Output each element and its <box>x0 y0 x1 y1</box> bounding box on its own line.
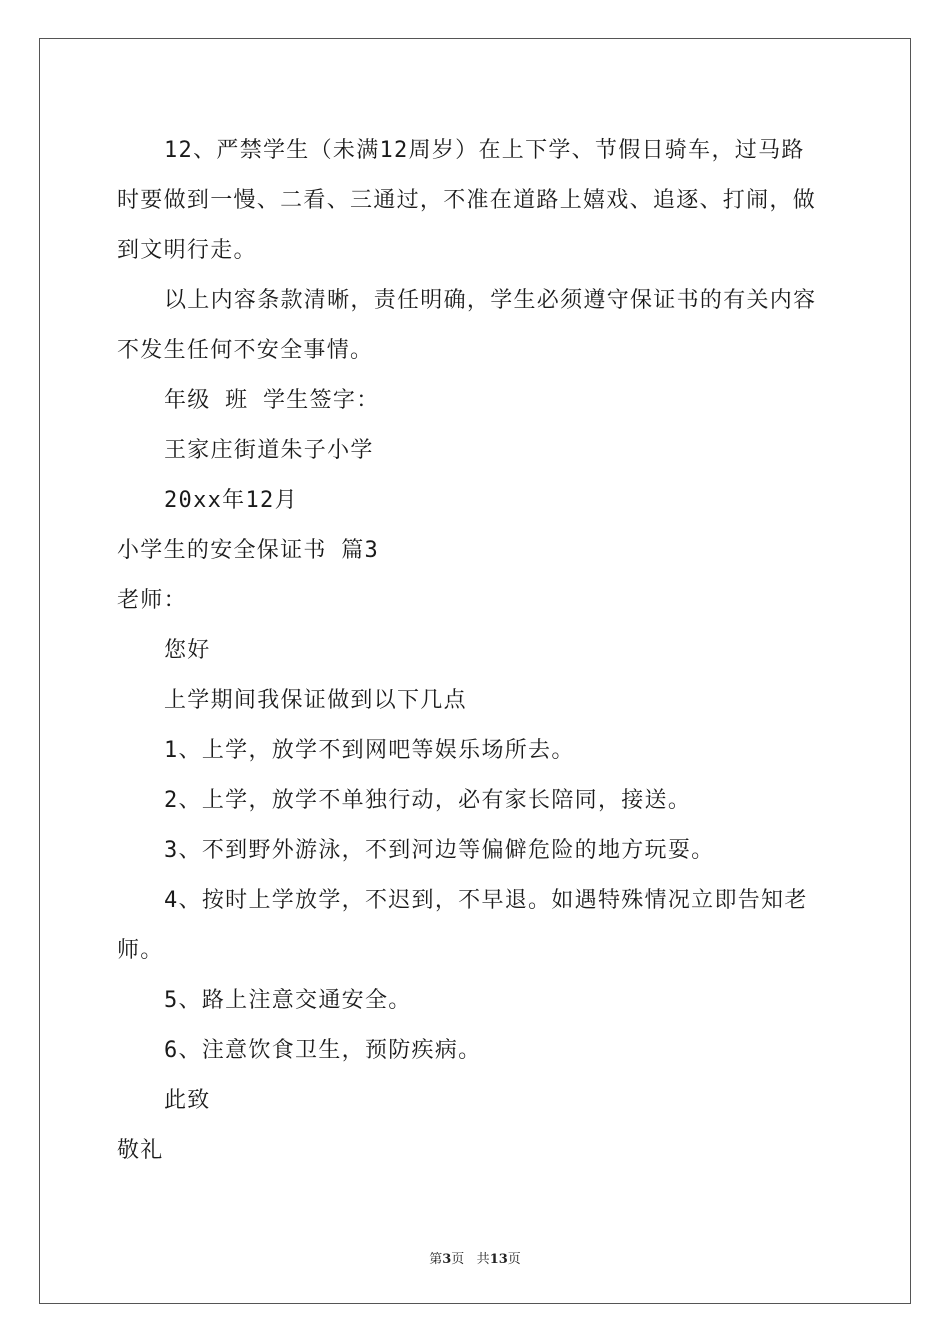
greeting: 您好 <box>164 638 211 663</box>
list-item: 5、路上注意交通安全。 <box>164 988 412 1013</box>
document-body <box>117 126 835 1176</box>
paragraph-line: 时要做到一慢、二看、三通过，不准在道路上嬉戏、追逐、打闹，做 <box>117 188 817 213</box>
total-pages: 13 <box>489 1252 508 1267</box>
list-item: 1、上学，放学不到网吧等娱乐场所去。 <box>164 738 575 763</box>
closing-line: 此致 <box>164 1088 211 1113</box>
total-prefix: 共 <box>476 1252 490 1267</box>
list-item: 6、注意饮食卫生，预防疾病。 <box>164 1038 482 1063</box>
section-heading: 小学生的安全保证书 篇3 <box>117 538 380 563</box>
paragraph-line: 12、严禁学生（未满12周岁）在上下学、节假日骑车，过马路 <box>164 138 805 163</box>
list-item: 2、上学，放学不单独行动，必有家长陪同，接送。 <box>164 788 692 813</box>
page-number: 3 <box>442 1252 452 1267</box>
paragraph-line: 上学期间我保证做到以下几点 <box>164 688 467 713</box>
list-item: 3、不到野外游泳，不到河边等偏僻危险的地方玩耍。 <box>164 838 715 863</box>
paragraph-line: 到文明行走。 <box>117 238 257 263</box>
date-line: 20xx年12月 <box>164 488 298 513</box>
paragraph-line: 以上内容条款清晰，责任明确，学生必须遵守保证书的有关内容 <box>164 288 817 313</box>
total-suffix: 页 <box>507 1252 521 1267</box>
page-footer <box>0 1248 950 1267</box>
list-item: 4、按时上学放学，不迟到，不早退。如遇特殊情况立即告知老 <box>164 888 808 913</box>
salutation: 老师： <box>117 588 187 613</box>
signature-line: 年级 班 学生签字： <box>164 388 380 413</box>
page-prefix: 第 <box>429 1252 443 1267</box>
school-name: 王家庄街道朱子小学 <box>164 438 374 463</box>
list-item-continuation: 师。 <box>117 938 164 963</box>
page-suffix: 页 <box>451 1252 465 1267</box>
closing-regards: 敬礼 <box>117 1138 164 1163</box>
paragraph-line: 不发生任何不安全事情。 <box>117 338 374 363</box>
